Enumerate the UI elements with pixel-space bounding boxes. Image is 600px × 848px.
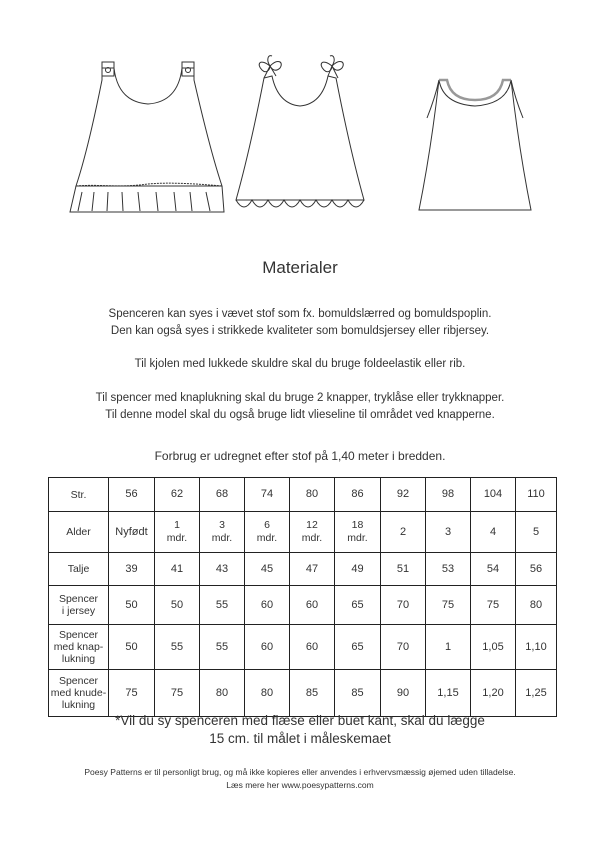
cell-line: 3: [219, 519, 225, 531]
row-label: [49, 478, 109, 512]
table-cell: [290, 553, 335, 586]
table-cell: [335, 553, 381, 586]
table-cell: [290, 478, 335, 512]
cell-line: 60: [305, 640, 319, 653]
table-cell: [290, 625, 335, 670]
table-cell: [200, 553, 245, 586]
footer-website: Læs mere her www.poesypatterns.com: [226, 780, 374, 790]
table-cell: [200, 512, 245, 553]
table-cell: [381, 512, 426, 553]
table-row: [49, 625, 557, 670]
table-cell: [109, 512, 155, 553]
table-row: [49, 586, 557, 625]
note-line: *Vil du sy spenceren med flæse eller buet kant, skal du lægge: [115, 713, 485, 728]
table-cell: [109, 625, 155, 670]
table-cell: [471, 478, 516, 512]
table-cell: [426, 670, 471, 717]
row-label: [49, 586, 109, 625]
cell-line: 45: [260, 562, 274, 575]
table-cell: [335, 625, 381, 670]
cell-line: 68: [215, 488, 229, 500]
cell-line: 75: [125, 686, 138, 699]
cell-line: 65: [351, 640, 364, 653]
table-cell: [381, 625, 426, 670]
table-cell: [155, 512, 200, 553]
cell-line: 80: [305, 488, 319, 500]
table-cell: [516, 670, 557, 717]
cell-line: 80: [215, 686, 229, 699]
table-cell: [155, 586, 200, 625]
seam-allowance-note: [0, 712, 600, 748]
cell-line: 74: [260, 488, 274, 500]
table-row: [49, 512, 557, 553]
table-cell: [200, 586, 245, 625]
table-cell: [109, 670, 155, 717]
cell-line: 86: [351, 488, 364, 500]
row-label-line: Str.: [70, 488, 87, 501]
table-cell: [245, 625, 290, 670]
table-cell: [426, 625, 471, 670]
table-cell: [290, 586, 335, 625]
cell-line: 3: [444, 525, 452, 538]
table-cell: [200, 625, 245, 670]
cell-line: 70: [396, 640, 410, 653]
cell-line: 5: [532, 525, 540, 538]
cell-line: 60: [260, 640, 274, 653]
row-label-line: med knude-: [50, 687, 107, 699]
row-label-line: Spencer: [58, 629, 99, 641]
table-cell: [426, 512, 471, 553]
table-cell: [245, 478, 290, 512]
paragraph-line: Den kan også syes i strikkede kvaliteter som bomuldsjersey eller ribjersey.: [110, 325, 490, 337]
table-cell: [381, 586, 426, 625]
table-cell: [516, 586, 557, 625]
cell-line: mdr.: [347, 532, 368, 544]
paragraph-line: Til kjolen med lukkede skuldre skal du bruge foldeelastik eller rib.: [134, 358, 466, 370]
table-cell: [426, 478, 471, 512]
cell-line: 41: [170, 562, 184, 575]
table-cell: [335, 586, 381, 625]
row-label-line: med knap-: [53, 641, 104, 653]
table-row: [49, 553, 557, 586]
cell-line: 1,20: [482, 686, 504, 699]
table-cell: [245, 553, 290, 586]
cell-line: 75: [486, 598, 500, 611]
cell-line: 54: [486, 562, 500, 575]
cell-line: 1,10: [525, 640, 547, 653]
cell-line: 90: [396, 686, 410, 699]
table-cell: [155, 670, 200, 717]
cell-line: 39: [125, 562, 138, 575]
table-cell: [155, 625, 200, 670]
table-cell: [290, 512, 335, 553]
table-cell: [109, 478, 155, 512]
cell-line: 56: [125, 488, 138, 500]
cell-line: 50: [125, 598, 138, 611]
row-label: [49, 670, 109, 717]
table-cell: [109, 586, 155, 625]
row-label-line: lukning: [61, 653, 96, 665]
table-cell: [200, 478, 245, 512]
paragraph-line: Forbrug er udregnet efter stof på 1,40 meter i bredden.: [154, 449, 446, 463]
cell-line: 43: [215, 562, 229, 575]
cell-line: 1,15: [437, 686, 459, 699]
cell-line: 4: [489, 525, 497, 538]
table-cell: [471, 553, 516, 586]
cell-line: 80: [529, 598, 543, 611]
cell-line: 18: [351, 519, 364, 531]
table-cell: [381, 670, 426, 717]
table-row: [49, 478, 557, 512]
cell-line: 47: [305, 562, 319, 575]
row-label: [49, 512, 109, 553]
table-cell: [516, 512, 557, 553]
cell-line: 49: [351, 562, 364, 575]
table-cell: [471, 586, 516, 625]
note-line: 15 cm. til målet i måleskemaet: [209, 731, 391, 746]
paragraph-line: Til denne model skal du også bruge lidt vlieseline til området ved knapperne.: [105, 409, 495, 421]
table-cell: [335, 512, 381, 553]
table-cell: [471, 670, 516, 717]
row-label: [49, 553, 109, 586]
cell-line: 1: [174, 519, 180, 531]
table-cell: [290, 670, 335, 717]
cell-line: 75: [441, 598, 455, 611]
cell-line: 55: [170, 640, 184, 653]
cell-line: 1,05: [482, 640, 504, 653]
table-cell: [471, 625, 516, 670]
cell-line: 62: [170, 488, 184, 500]
row-label-line: Talje: [67, 563, 90, 575]
size-table-container: [48, 477, 557, 717]
row-label-line: Spencer: [58, 675, 99, 687]
cell-line: 55: [215, 640, 229, 653]
cell-line: 98: [441, 488, 455, 500]
table-cell: [245, 670, 290, 717]
table-row: [49, 670, 557, 717]
table-cell: [516, 478, 557, 512]
row-label-line: Spencer: [58, 593, 99, 605]
materials-paragraph-consumption: [0, 448, 600, 465]
materials-title: Materialer: [262, 258, 338, 277]
cell-line: 50: [125, 640, 138, 653]
row-label-line: Alder: [66, 526, 91, 538]
table-cell: [426, 553, 471, 586]
cell-line: 1: [444, 640, 452, 653]
cell-line: mdr.: [301, 532, 323, 544]
table-cell: [426, 586, 471, 625]
cell-line: 104: [483, 488, 503, 500]
table-cell: [155, 553, 200, 586]
cell-line: 60: [305, 598, 319, 611]
cell-line: 56: [529, 562, 543, 575]
table-cell: [471, 512, 516, 553]
table-cell: [516, 553, 557, 586]
cell-line: mdr.: [211, 532, 233, 544]
table-cell: [381, 553, 426, 586]
table-cell: [109, 553, 155, 586]
table-cell: [516, 625, 557, 670]
cell-line: 92: [396, 488, 410, 500]
cell-line: 53: [441, 562, 455, 575]
table-cell: [155, 478, 200, 512]
cell-line: 6: [264, 519, 270, 531]
cell-line: 70: [396, 598, 410, 611]
cell-line: 75: [170, 686, 184, 699]
cell-line: 110: [527, 488, 545, 500]
cell-line: 55: [215, 598, 229, 611]
table-cell: [245, 512, 290, 553]
row-label-line: lukning: [61, 699, 96, 711]
cell-line: 12: [306, 519, 318, 531]
footer: [0, 766, 600, 792]
table-cell: [200, 670, 245, 717]
cell-line: Nyfødt: [115, 525, 148, 538]
cell-line: 2: [399, 525, 407, 538]
size-table: [48, 477, 557, 717]
cell-line: 65: [351, 598, 364, 611]
paragraph-line: Spenceren kan syes i vævet stof som fx. bomuldslærred og bomuldspoplin.: [108, 308, 492, 320]
materials-paragraph-buttons: [0, 390, 600, 424]
paragraph-line: Til spencer med knaplukning skal du bruge 2 knapper, tryklåse eller trykknapper.: [95, 392, 505, 404]
cell-line: 50: [170, 598, 184, 611]
cell-line: mdr.: [256, 532, 278, 544]
table-cell: [335, 478, 381, 512]
cell-line: 85: [351, 686, 364, 699]
materials-paragraph-fabric: [0, 306, 600, 340]
cell-line: 80: [260, 686, 274, 699]
row-label: [49, 625, 109, 670]
table-cell: [381, 478, 426, 512]
row-label-line: i jersey: [61, 605, 96, 617]
cell-line: 85: [305, 686, 319, 699]
table-cell: [335, 670, 381, 717]
cell-line: 60: [260, 598, 274, 611]
spencer-tie-illustration: [210, 0, 390, 240]
cell-line: mdr.: [166, 532, 188, 544]
spencer-closed-illustration: [395, 0, 555, 240]
cell-line: 51: [396, 562, 410, 575]
garment-illustrations: [0, 0, 600, 240]
materials-paragraph-elastic: [0, 356, 600, 373]
cell-line: 1,25: [525, 686, 547, 699]
table-cell: [245, 586, 290, 625]
footer-copyright: Poesy Patterns er til personligt brug, og må ikke kopieres eller anvendes i erhvervsmæssig øjemed uden tilladelse.: [84, 767, 516, 777]
